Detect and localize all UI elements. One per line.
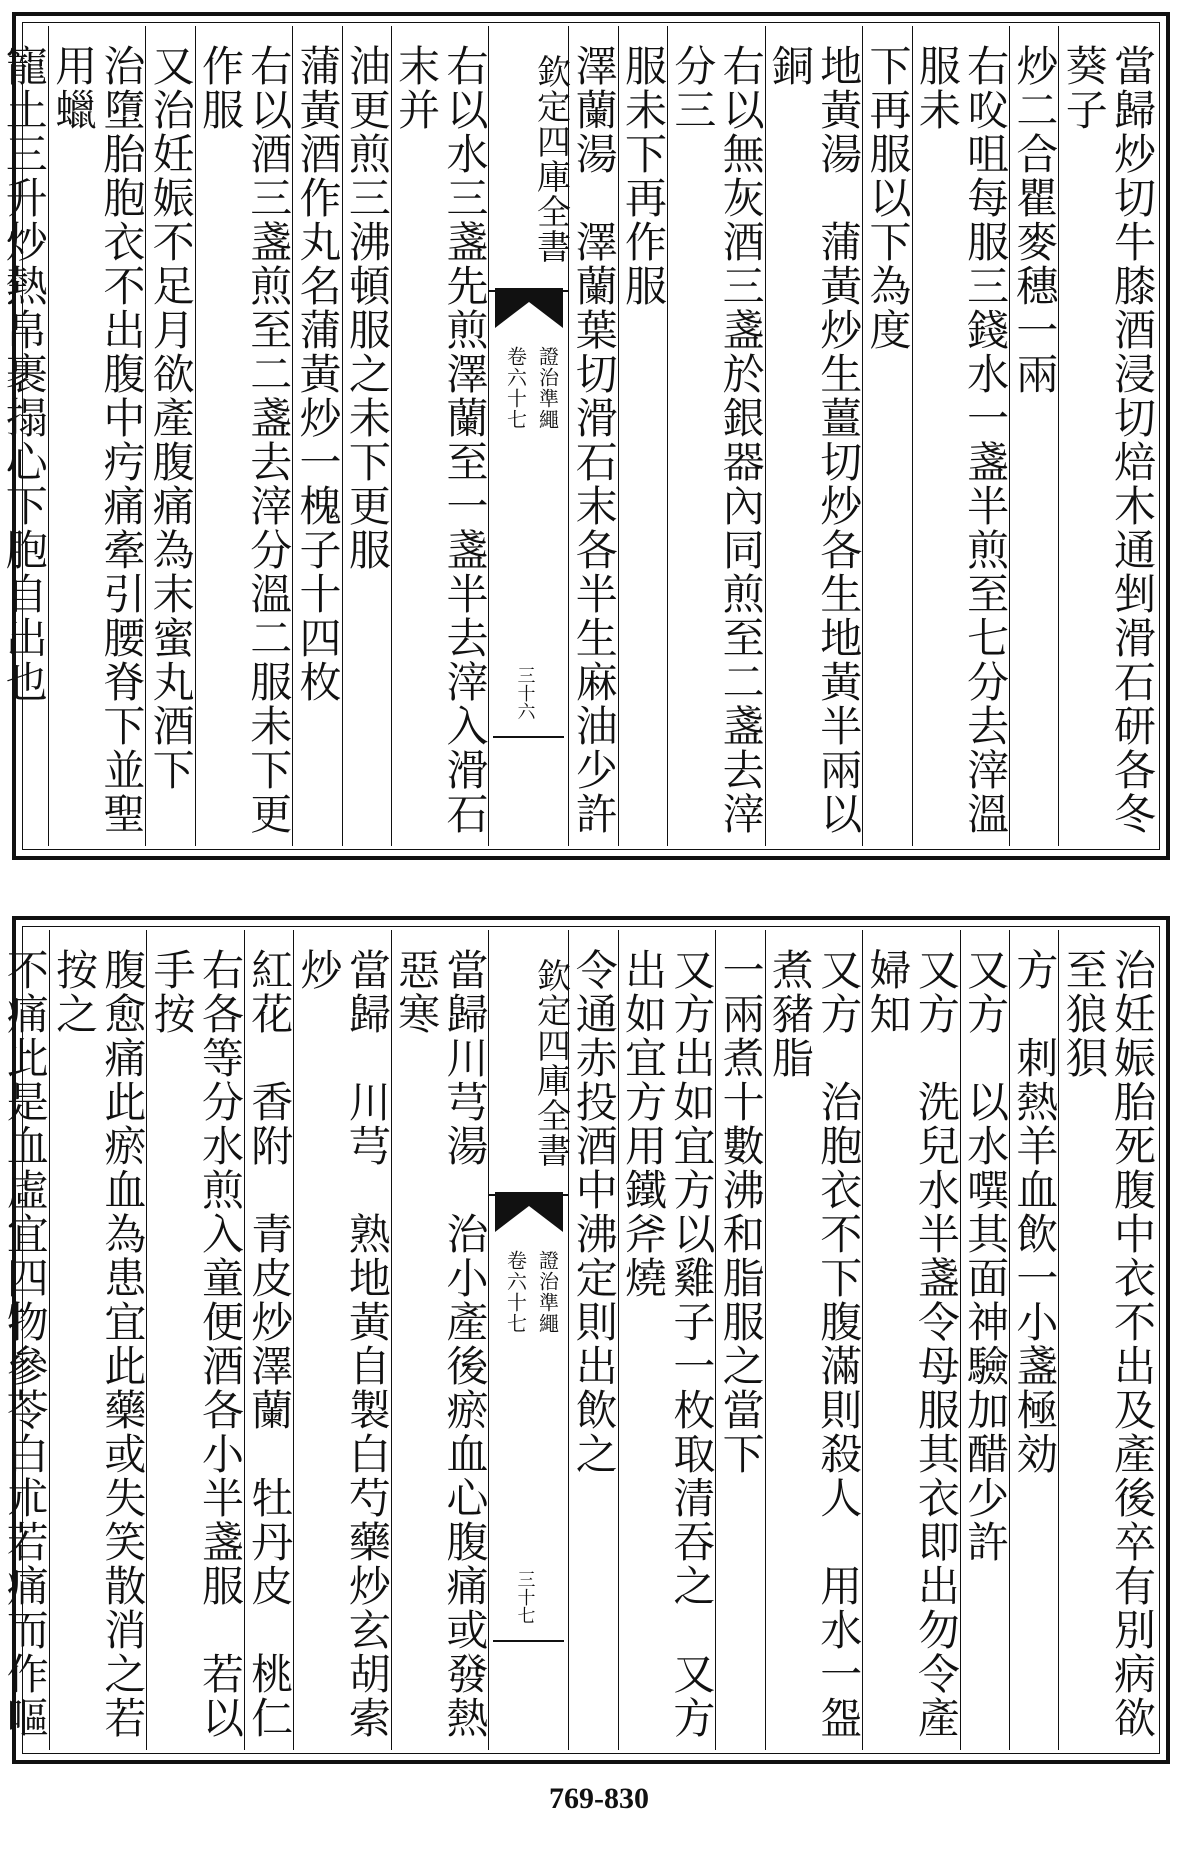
text-column: 令通赤投酒中沸定則出飲之 [568, 930, 617, 1750]
text-column: 油更煎三沸頓服之未下更服 [342, 26, 391, 846]
text-column: 治妊娠胎死腹中衣不出及產後卒有別病欲至狼狽 [1058, 930, 1156, 1750]
text-column: 當歸川芎湯 治小產後瘀血心腹痛或發熱惡寒 [391, 930, 489, 1750]
text-column: 紅花 香附 青皮炒澤蘭 牡丹皮 桃仁 [244, 930, 293, 1750]
fish-tail-mark-icon [495, 288, 563, 328]
top-page-columns [0, 26, 1157, 846]
text-column: 炒二合瞿麥穗一兩 [1009, 26, 1058, 846]
text-column: 腹愈痛此瘀血為患宜此藥或失笑散消之若按之 [49, 930, 147, 1750]
spine-divider [493, 736, 564, 738]
text-column: 蒲黃酒作丸名蒲黃炒一槐子十四枚 [292, 26, 341, 846]
page-footer-label: 769-830 [549, 1782, 649, 1815]
text-column: 又方 以水噀其面神驗加醋少許 [960, 930, 1009, 1750]
spine-volume: 卷六十七 [503, 346, 528, 430]
text-column: 當歸 川芎 熟地黃自製白芍藥炒玄胡索炒 [293, 930, 391, 1750]
text-column: 右以水三盞先煎澤蘭至一盞半去滓入滑石末并 [391, 26, 489, 846]
text-column: 右各等分水煎入童便酒各小半盞服 若以手按 [146, 930, 244, 1750]
text-column: 地黃湯 蒲黃炒生薑切炒各生地黃半兩以銅 [765, 26, 863, 846]
text-column: 一兩煮十數沸和脂服之當下 [715, 930, 764, 1750]
spine-book-title: 證治準繩 [535, 1250, 560, 1334]
text-column: 服未下再作服 [618, 26, 667, 846]
text-column: 右以酒三盞煎至二盞去滓分溫二服未下更作服 [195, 26, 293, 846]
spine-title: 欽定四庫全書 [489, 34, 568, 292]
spine-book-title: 證治準繩 [535, 346, 560, 430]
bottom-page-columns [0, 930, 1157, 1750]
text-column: 又方出如宜方以雞子一枚取清吞之 又方出如宜方用鐵斧燒 [618, 930, 716, 1750]
text-column: 右㕮咀每服三錢水一盞半煎至七分去滓溫服未 [912, 26, 1010, 846]
text-column: 方 刺熱羊血飲一小盞極効 [1009, 930, 1058, 1750]
spine-page-number: 三十七 [514, 1570, 536, 1624]
bottom-page [0, 916, 1170, 1764]
spine-title: 欽定四庫全書 [489, 938, 568, 1196]
spine-page-number: 三十六 [514, 666, 536, 720]
text-column: 下再服以下為度 [862, 26, 911, 846]
page-spine [488, 930, 571, 1750]
text-column: 又治妊娠不足月欲產腹痛為末蜜丸酒下 [145, 26, 194, 846]
text-column: 治墮胎胞衣不出腹中㽲痛牽引腰脊下並聖用蠟 [48, 26, 146, 846]
page-spine [488, 26, 571, 846]
spine-divider [493, 1640, 564, 1642]
text-column: 又方 洗兒水半盞令母服其衣即出勿令產婦知 [862, 930, 960, 1750]
text-column: 右以無灰酒三盞於銀器內同煎至二盞去滓分三 [667, 26, 765, 846]
text-column: 當歸炒切牛膝酒浸切焙木通剉滑石研各冬葵子 [1058, 26, 1156, 846]
fish-tail-mark-icon [495, 1192, 563, 1232]
text-column: 澤蘭湯 澤蘭葉切滑石末各半生麻油少許 [568, 26, 617, 846]
text-column: 不痛此是血虛宜四物參苓白朮若痛而作嘔 [0, 930, 49, 1750]
top-page [0, 12, 1170, 860]
spine-volume: 卷六十七 [503, 1250, 528, 1334]
text-column: 寵土三升炒熱帛裹搨心下胞自出也 [0, 26, 48, 846]
text-column: 又方 治胞衣不下腹滿則殺人 用水一盌煮豬脂 [765, 930, 863, 1750]
